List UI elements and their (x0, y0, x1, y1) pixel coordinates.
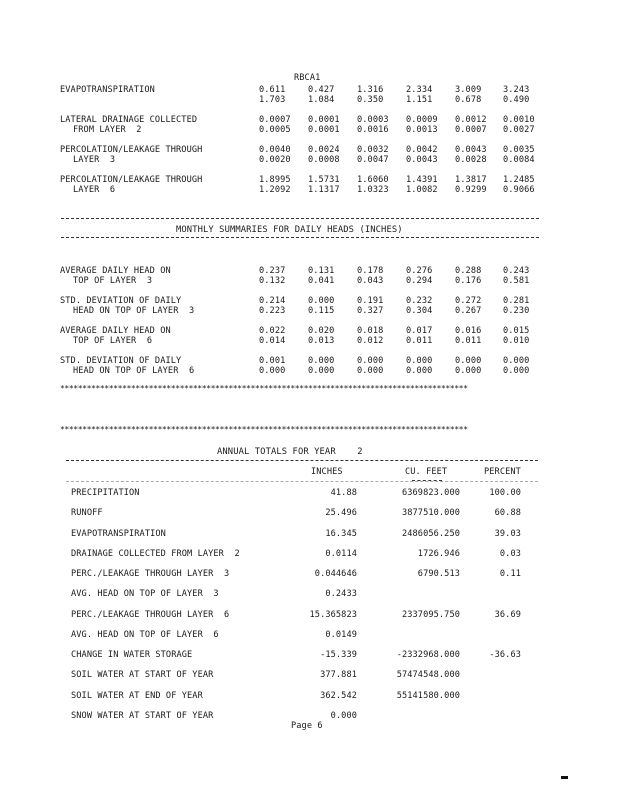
value-cell: 0.0009 (406, 115, 438, 125)
value-cell: 1.316 (357, 85, 384, 95)
annual-cu-feet: 2337095.750 (401, 610, 460, 620)
annual-percent: 100.00 (489, 488, 521, 498)
annual-row-label: SOIL WATER AT END OF YEAR (71, 691, 203, 701)
value-cell: 0.223 (259, 306, 286, 316)
value-cell: 0.000 (357, 356, 384, 366)
annual-row-label: SNOW WATER AT START OF YEAR (71, 711, 214, 721)
annual-row-label: SOIL WATER AT START OF YEAR (71, 670, 214, 680)
value-cell: 0.018 (357, 326, 384, 336)
row-label: AVERAGE DAILY HEAD ON (60, 326, 171, 336)
annual-percent: 36.69 (494, 610, 521, 620)
annual-inches: 0.044646 (314, 569, 357, 579)
value-cell: 0.0028 (455, 155, 487, 165)
value-cell: 0.678 (455, 95, 482, 105)
annual-inches: 16.345 (325, 529, 357, 539)
divider (66, 481, 538, 482)
value-cell: 0.581 (503, 276, 530, 286)
annual-row-label: EVAPOTRANSPIRATION (71, 529, 166, 539)
value-cell: 0.267 (455, 306, 482, 316)
value-cell: 0.0007 (259, 115, 291, 125)
annual-row-label: AVG. HEAD ON TOP OF LAYER 3 (71, 589, 219, 599)
divider (66, 460, 538, 461)
value-cell: 0.010 (503, 336, 530, 346)
annual-title: ANNUAL TOTALS FOR YEAR 2 (217, 447, 363, 457)
value-cell: 0.176 (455, 276, 482, 286)
value-cell: 1.4391 (406, 175, 438, 185)
row-label: PERCOLATION/LEAKAGE THROUGH (60, 175, 203, 185)
value-cell: 1.8995 (259, 175, 291, 185)
value-cell: 0.232 (406, 296, 433, 306)
value-cell: 0.214 (259, 296, 286, 306)
annual-inches: 362.542 (320, 691, 357, 701)
annual-cu-feet: 57474548.000 (396, 670, 460, 680)
value-cell: 0.0001 (308, 115, 340, 125)
value-cell: 0.000 (455, 366, 482, 376)
col-header-inches: INCHES (311, 467, 343, 477)
value-cell: 0.288 (455, 266, 482, 276)
value-cell: 1.0082 (406, 185, 438, 195)
row-sublabel: HEAD ON TOP OF LAYER 3 (73, 306, 195, 316)
annual-inches: 377.881 (320, 670, 357, 680)
value-cell: 0.000 (455, 356, 482, 366)
value-cell: 0.000 (503, 356, 530, 366)
value-cell: 0.243 (503, 266, 530, 276)
annual-inches: -15.339 (320, 650, 357, 660)
annual-row-label: AVG. HEAD ON TOP OF LAYER 6 (71, 630, 219, 640)
row-sublabel: TOP OF LAYER 6 (73, 336, 153, 346)
value-cell: 0.178 (357, 266, 384, 276)
annual-percent: -36.63 (489, 650, 521, 660)
col-header-cu-feet: CU. FEET (405, 467, 448, 477)
value-cell: 0.230 (503, 306, 530, 316)
value-cell: 0.001 (259, 356, 286, 366)
value-cell: 0.0001 (308, 125, 340, 135)
annual-percent: 0.11 (499, 569, 521, 579)
value-cell: 0.0043 (406, 155, 438, 165)
value-cell: 0.000 (406, 366, 433, 376)
row-sublabel: TOP OF LAYER 3 (73, 276, 153, 286)
divider (61, 218, 539, 219)
row-label: LATERAL DRAINAGE COLLECTED (60, 115, 198, 125)
annual-cu-feet: -2332968.000 (396, 650, 460, 660)
annual-row-label: PERC./LEAKAGE THROUGH LAYER 3 (71, 569, 230, 579)
annual-percent: 0.03 (499, 549, 521, 559)
value-cell: 0.281 (503, 296, 530, 306)
value-cell: 0.000 (308, 366, 335, 376)
value-cell: 0.011 (406, 336, 433, 346)
value-cell: 0.0024 (308, 145, 340, 155)
value-cell: 1.5731 (308, 175, 340, 185)
value-cell: 0.0035 (503, 145, 535, 155)
value-cell: 0.000 (503, 366, 530, 376)
value-cell: 0.000 (308, 296, 335, 306)
scan-mark (561, 776, 568, 779)
value-cell: 0.0012 (455, 115, 487, 125)
annual-cu-feet: 1726.946 (417, 549, 460, 559)
divider (61, 237, 539, 238)
annual-row-label: PRECIPITATION (71, 488, 140, 498)
value-cell: 0.0043 (455, 145, 487, 155)
value-cell: 0.0003 (357, 115, 389, 125)
value-cell: 0.020 (308, 326, 335, 336)
value-cell: 0.276 (406, 266, 433, 276)
value-cell: 0.0013 (406, 125, 438, 135)
value-cell: 0.000 (259, 366, 286, 376)
annual-inches: 25.496 (325, 508, 357, 518)
row-label: EVAPOTRANSPIRATION (60, 85, 155, 95)
annual-row-label: RUNOFF (71, 508, 103, 518)
annual-row-label: CHANGE IN WATER STORAGE (71, 650, 193, 660)
value-cell: 0.013 (308, 336, 335, 346)
report-code: RBCA1 (294, 73, 321, 83)
value-cell: 0.131 (308, 266, 335, 276)
value-cell: 0.014 (259, 336, 286, 346)
value-cell: 0.011 (455, 336, 482, 346)
value-cell: 0.0032 (357, 145, 389, 155)
value-cell: 0.304 (406, 306, 433, 316)
value-cell: 1.2092 (259, 185, 291, 195)
annual-row-label: PERC./LEAKAGE THROUGH LAYER 6 (71, 610, 230, 620)
value-cell: 0.043 (357, 276, 384, 286)
value-cell: 0.191 (357, 296, 384, 306)
value-cell: 1.0323 (357, 185, 389, 195)
value-cell: 0.0042 (406, 145, 438, 155)
annual-inches: 41.88 (330, 488, 357, 498)
value-cell: 0.237 (259, 266, 286, 276)
value-cell: 0.427 (308, 85, 335, 95)
annual-inches: 15.365823 (309, 610, 357, 620)
annual-cu-feet: 55141580.000 (396, 691, 460, 701)
value-cell: 0.611 (259, 85, 286, 95)
value-cell: 0.0005 (259, 125, 291, 135)
value-cell: 1.703 (259, 95, 286, 105)
value-cell: 0.327 (357, 306, 384, 316)
value-cell: 0.115 (308, 306, 335, 316)
value-cell: 1.151 (406, 95, 433, 105)
value-cell: 0.015 (503, 326, 530, 336)
value-cell: 1.3817 (455, 175, 487, 185)
row-label: STD. DEVIATION OF DAILY (60, 356, 182, 366)
row-label: PERCOLATION/LEAKAGE THROUGH (60, 145, 203, 155)
annual-cu-feet: 2486056.250 (401, 529, 460, 539)
value-cell: 0.0007 (455, 125, 487, 135)
row-label: STD. DEVIATION OF DAILY (60, 296, 182, 306)
value-cell: 0.350 (357, 95, 384, 105)
value-cell: 0.9066 (503, 185, 535, 195)
page-number: Page 6 (291, 721, 323, 731)
annual-cu-feet: 6369823.000 (401, 488, 460, 498)
value-cell: 0.041 (308, 276, 335, 286)
star-separator: ******************************************************************************************** (60, 424, 468, 434)
row-sublabel: LAYER 3 (73, 155, 116, 165)
value-cell: 0.0084 (503, 155, 535, 165)
value-cell: 0.0016 (357, 125, 389, 135)
value-cell: 0.0010 (503, 115, 535, 125)
value-cell: 0.000 (308, 356, 335, 366)
value-cell: 0.272 (455, 296, 482, 306)
row-sublabel: HEAD ON TOP OF LAYER 6 (73, 366, 195, 376)
value-cell: 0.012 (357, 336, 384, 346)
value-cell: 3.243 (503, 85, 530, 95)
value-cell: 0.0008 (308, 155, 340, 165)
value-cell: 0.0040 (259, 145, 291, 155)
col-header-percent: PERCENT (484, 467, 521, 477)
annual-row-label: DRAINAGE COLLECTED FROM LAYER 2 (71, 549, 240, 559)
annual-inches: 0.000 (330, 711, 357, 721)
daily-heads-title: MONTHLY SUMMARIES FOR DAILY HEADS (INCHES) (176, 225, 403, 235)
row-sublabel: LAYER 6 (73, 185, 116, 195)
value-cell: 0.0027 (503, 125, 535, 135)
value-cell: 0.000 (406, 356, 433, 366)
value-cell: 0.132 (259, 276, 286, 286)
annual-inches: 0.0114 (325, 549, 357, 559)
annual-percent: 39.03 (494, 529, 521, 539)
star-separator: ******************************************************************************************** (60, 383, 468, 393)
value-cell: 0.0047 (357, 155, 389, 165)
value-cell: 1.1317 (308, 185, 340, 195)
row-label: AVERAGE DAILY HEAD ON (60, 266, 171, 276)
value-cell: 3.009 (455, 85, 482, 95)
value-cell: 0.016 (455, 326, 482, 336)
value-cell: 2.334 (406, 85, 433, 95)
value-cell: 1.6060 (357, 175, 389, 185)
value-cell: 1.084 (308, 95, 335, 105)
annual-cu-feet: 6790.513 (417, 569, 460, 579)
annual-inches: 0.2433 (325, 589, 357, 599)
value-cell: 0.000 (357, 366, 384, 376)
value-cell: 0.294 (406, 276, 433, 286)
value-cell: 0.022 (259, 326, 286, 336)
row-sublabel: FROM LAYER 2 (73, 125, 142, 135)
value-cell: 1.2485 (503, 175, 535, 185)
annual-inches: 0.0149 (325, 630, 357, 640)
annual-percent: 60.88 (494, 508, 521, 518)
value-cell: 0.490 (503, 95, 530, 105)
value-cell: 0.9299 (455, 185, 487, 195)
value-cell: 0.0020 (259, 155, 291, 165)
annual-cu-feet: 3877510.000 (401, 508, 460, 518)
value-cell: 0.017 (406, 326, 433, 336)
